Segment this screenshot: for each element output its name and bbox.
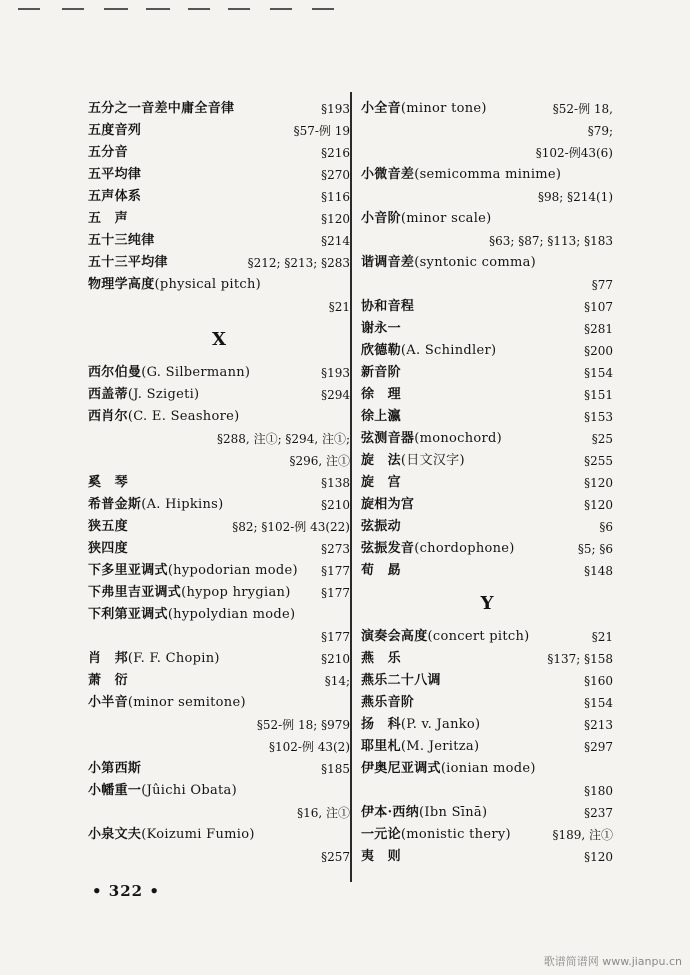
index-column-left <box>88 98 350 868</box>
entry-term <box>88 670 128 692</box>
term-chinese: 演奏会高度 <box>361 629 428 644</box>
entry-reference: §82; §102-例 43(22) <box>232 520 350 534</box>
index-entry <box>88 208 350 230</box>
entry-term <box>361 670 441 692</box>
term-chinese: 弦测音器 <box>361 431 415 446</box>
term-chinese: 西肖尔 <box>88 409 128 424</box>
entry-term <box>361 208 492 230</box>
entry-reference: §153 <box>584 410 613 424</box>
entry-reference: §210 <box>321 498 350 512</box>
index-entry <box>88 142 350 164</box>
term-foreign: (Koizumi Fumio) <box>141 827 255 842</box>
reference-continuation: §52-例 18; §979 <box>256 718 350 732</box>
entry-term <box>88 230 155 252</box>
index-entry <box>88 516 350 538</box>
index-entry <box>361 164 613 186</box>
term-foreign: (P. v. Janko) <box>400 717 481 732</box>
entry-term <box>361 736 479 758</box>
term-chinese: 扬 科 <box>361 717 401 732</box>
index-entry <box>88 472 350 494</box>
index-entry <box>361 208 613 230</box>
index-entry <box>88 670 350 692</box>
entry-term <box>88 604 295 626</box>
entry-reference: §281 <box>584 322 613 336</box>
entry-reference: §151 <box>584 388 613 402</box>
entry-reference: §213 <box>584 718 613 732</box>
index-entry <box>88 384 350 406</box>
top-dash <box>188 8 210 10</box>
term-chinese: 伊奥尼亚调式 <box>361 761 441 776</box>
entry-reference: §177 <box>321 586 350 600</box>
term-chinese: 弦振动 <box>361 519 401 534</box>
entry-reference: §294 <box>321 388 350 402</box>
entry-term <box>88 692 246 714</box>
term-chinese: 荀 勗 <box>361 563 401 578</box>
index-entry <box>361 98 613 120</box>
entry-reference: §6 <box>599 520 613 534</box>
entry-reference: §21 <box>591 630 613 644</box>
entry-reference: §200 <box>584 344 613 358</box>
term-foreign: (hypodorian mode) <box>167 563 298 578</box>
term-foreign: (minor tone) <box>400 101 487 116</box>
entry-reference: §297 <box>584 740 613 754</box>
index-column-right <box>361 98 613 868</box>
entry-reference: §216 <box>321 146 350 160</box>
index-entry <box>361 824 613 846</box>
reference-continuation: §98; §214(1) <box>537 190 613 204</box>
reference-continuation: §257 <box>321 850 350 864</box>
entry-term <box>88 362 250 384</box>
entry-term <box>361 164 561 186</box>
entry-reference: §160 <box>584 674 613 688</box>
term-chinese: 五度音列 <box>88 123 142 138</box>
entry-reference: §120 <box>584 850 613 864</box>
entry-reference: §25 <box>591 432 613 446</box>
term-chinese: 狭四度 <box>88 541 128 556</box>
term-chinese: 燕乐二十八调 <box>361 673 441 688</box>
top-dash <box>62 8 84 10</box>
section-letter: Y <box>480 593 494 614</box>
section-letter: X <box>212 329 226 350</box>
top-dash <box>18 8 40 10</box>
term-foreign: (A. Hipkins) <box>141 497 224 512</box>
term-chinese: 小音阶 <box>361 211 401 226</box>
entry-term <box>361 318 401 340</box>
entry-term <box>88 824 255 846</box>
entry-reference: §148 <box>584 564 613 578</box>
entry-term <box>88 560 298 582</box>
index-entry <box>361 846 613 868</box>
term-foreign: (semicomma minime) <box>414 167 562 182</box>
term-chinese: 奚 琴 <box>88 475 128 490</box>
entry-term <box>88 406 239 428</box>
term-chinese: 旋 宫 <box>361 475 401 490</box>
entry-reference: §120 <box>584 476 613 490</box>
index-entry <box>361 626 613 648</box>
term-chinese: 下多里亚调式 <box>88 563 168 578</box>
term-chinese: 下弗里吉亚调式 <box>88 585 182 600</box>
index-entry <box>88 648 350 670</box>
column-divider <box>350 92 352 882</box>
term-chinese: 协和音程 <box>361 299 415 314</box>
term-foreign: (concert pitch) <box>427 629 530 644</box>
term-chinese: 下利第亚调式 <box>88 607 168 622</box>
term-chinese: 西盖蒂 <box>88 387 128 402</box>
index-entry <box>88 252 350 274</box>
index-entry <box>361 714 613 736</box>
term-chinese: 五十三平均律 <box>88 255 168 270</box>
entry-reference: §237 <box>584 806 613 820</box>
entry-reference: §255 <box>584 454 613 468</box>
term-chinese: 欣德勒 <box>361 343 401 358</box>
entry-reference: §5; §6 <box>577 542 613 556</box>
term-foreign: (G. Silbermann) <box>141 365 251 380</box>
entry-term <box>361 802 487 824</box>
term-chinese: 旋 法 <box>361 453 401 468</box>
term-foreign: (hypolydian mode) <box>167 607 296 622</box>
term-chinese: 五 声 <box>88 211 128 226</box>
entry-term <box>88 648 220 670</box>
reference-continuation: §77 <box>591 278 613 292</box>
entry-term <box>361 428 502 450</box>
entry-term <box>361 648 401 670</box>
term-foreign: (minor scale) <box>400 211 492 226</box>
entry-term <box>88 98 234 120</box>
entry-term <box>361 406 401 428</box>
entry-reference: §137; §158 <box>547 652 613 666</box>
term-chinese: 五十三纯律 <box>88 233 155 248</box>
entry-reference: §120 <box>584 498 613 512</box>
term-chinese: 徐上瀛 <box>361 409 401 424</box>
term-chinese: 五平均律 <box>88 167 142 182</box>
page-number: • 322 • <box>92 882 160 900</box>
entry-reference: §14; <box>324 674 350 688</box>
term-foreign: (A. Schindler) <box>400 343 497 358</box>
index-entry <box>361 362 613 384</box>
term-foreign: (physical pitch) <box>154 277 262 292</box>
term-chinese: 谢永一 <box>361 321 401 336</box>
reference-continuation: §102-例 43(2) <box>268 740 350 754</box>
term-foreign: (J. Szigeti) <box>127 387 200 402</box>
index-entry <box>88 758 350 780</box>
index-entry <box>361 516 613 538</box>
term-chinese: 小第西斯 <box>88 761 142 776</box>
reference-continuation: §63; §87; §113; §183 <box>489 234 613 248</box>
term-chinese: 小微音差 <box>361 167 415 182</box>
entry-term <box>361 626 530 648</box>
reference-continuation: §180 <box>584 784 613 798</box>
index-entry <box>88 362 350 384</box>
term-chinese: 弦振发音 <box>361 541 415 556</box>
index-entry <box>361 318 613 340</box>
entry-reference: §193 <box>321 102 350 116</box>
term-chinese: 小幡重一 <box>88 783 142 798</box>
entry-term <box>88 164 141 186</box>
term-chinese: 希普金斯 <box>88 497 142 512</box>
index-entry <box>88 824 350 846</box>
term-foreign: (monochord) <box>414 431 503 446</box>
term-chinese: 燕乐音阶 <box>361 695 415 710</box>
index-entry <box>88 560 350 582</box>
term-chinese: 狭五度 <box>88 519 128 534</box>
entry-term <box>361 692 414 714</box>
reference-continuation: §16, 注① <box>297 806 350 820</box>
entry-reference: §273 <box>321 542 350 556</box>
term-chinese: 新音阶 <box>361 365 401 380</box>
entry-reference: §270 <box>321 168 350 182</box>
term-chinese: 旋相为宫 <box>361 497 415 512</box>
entry-term <box>361 824 511 846</box>
index-entry <box>361 296 613 318</box>
term-chinese: 肖 邦 <box>88 651 128 666</box>
entry-reference: §210 <box>321 652 350 666</box>
index-entry <box>361 670 613 692</box>
index-entry <box>361 648 613 670</box>
index-entry <box>361 428 613 450</box>
entry-term <box>361 538 515 560</box>
term-chinese: 小半音 <box>88 695 128 710</box>
entry-term <box>361 472 401 494</box>
entry-reference: §138 <box>321 476 350 490</box>
term-chinese: 一元论 <box>361 827 401 842</box>
entry-term <box>361 384 401 406</box>
entry-reference: §57-例 19 <box>293 124 350 138</box>
index-entry <box>361 560 613 582</box>
term-foreign: (Jûichi Obata) <box>141 783 237 798</box>
term-foreign: (C. E. Seashore) <box>127 409 240 424</box>
entry-reference: §116 <box>321 190 350 204</box>
index-entry <box>88 120 350 142</box>
index-entry <box>361 472 613 494</box>
watermark: 歌谱简谱网 www.jianpu.cn <box>543 955 682 968</box>
entry-term <box>88 186 141 208</box>
reference-continuation: §296, 注① <box>289 454 350 468</box>
index-entry <box>361 450 613 472</box>
index-entry <box>361 406 613 428</box>
top-dash <box>228 8 250 10</box>
entry-reference: §52-例 18, <box>552 102 613 116</box>
entry-term <box>361 560 401 582</box>
entry-term <box>88 274 261 296</box>
term-chinese: 燕 乐 <box>361 651 401 666</box>
term-chinese: 物理学高度 <box>88 277 155 292</box>
entry-term <box>361 846 401 868</box>
entry-term <box>361 252 536 274</box>
entry-reference: §154 <box>584 366 613 380</box>
term-chinese: 小全音 <box>361 101 401 116</box>
term-chinese: 夷 则 <box>361 849 401 864</box>
entry-term <box>361 340 496 362</box>
entry-term <box>88 252 168 274</box>
entry-term <box>88 142 128 164</box>
term-foreign: (monistic thery) <box>400 827 511 842</box>
index-entry <box>361 538 613 560</box>
term-chinese: 伊本·西纳 <box>361 805 420 820</box>
entry-reference: §154 <box>584 696 613 710</box>
index-entry <box>88 780 350 802</box>
index-entry <box>88 164 350 186</box>
entry-term <box>88 472 128 494</box>
term-foreign: (minor semitone) <box>127 695 246 710</box>
entry-term <box>88 538 128 560</box>
entry-reference: §214 <box>321 234 350 248</box>
term-chinese: 徐 理 <box>361 387 401 402</box>
term-foreign: (F. F. Chopin) <box>127 651 220 666</box>
entry-term <box>361 296 414 318</box>
term-foreign: (chordophone) <box>414 541 515 556</box>
entry-term <box>88 516 128 538</box>
entry-term <box>88 120 141 142</box>
entry-term <box>361 714 480 736</box>
entry-reference: §189, 注① <box>552 828 613 842</box>
index-entry <box>88 692 350 714</box>
index-entry <box>88 186 350 208</box>
reference-continuation: §79; <box>587 124 613 138</box>
reference-continuation: §102-例43(6) <box>535 146 613 160</box>
reference-continuation: §288, 注①; §294, 注①; <box>217 432 350 446</box>
index-entry <box>361 692 613 714</box>
entry-term <box>88 208 128 230</box>
index-entry <box>361 736 613 758</box>
entry-reference: §107 <box>584 300 613 314</box>
index-entry <box>88 230 350 252</box>
term-chinese: 五分之一音差中庸全音律 <box>88 101 235 116</box>
entry-term <box>361 758 536 780</box>
entry-term <box>88 780 237 802</box>
index-entry <box>88 604 350 626</box>
entry-term <box>88 494 224 516</box>
entry-term <box>88 582 291 604</box>
entry-term <box>361 362 401 384</box>
entry-reference: §177 <box>321 564 350 578</box>
term-foreign: (hypop hrygian) <box>181 585 291 600</box>
term-chinese: 五分音 <box>88 145 128 160</box>
term-foreign: (ionian mode) <box>440 761 536 776</box>
index-entry <box>361 340 613 362</box>
term-chinese: 五声体系 <box>88 189 142 204</box>
index-entry <box>88 494 350 516</box>
top-dash <box>104 8 128 10</box>
reference-continuation: §21 <box>328 300 350 314</box>
entry-term <box>361 450 465 472</box>
index-entry <box>361 758 613 780</box>
term-foreign: (M. Jeritza) <box>400 739 480 754</box>
entry-term <box>361 98 487 120</box>
term-chinese: 西尔伯曼 <box>88 365 142 380</box>
entry-term <box>88 758 141 780</box>
index-entry <box>88 274 350 296</box>
entry-reference: §193 <box>321 366 350 380</box>
index-entry <box>361 252 613 274</box>
entry-reference: §212; §213; §283 <box>247 256 350 270</box>
term-chinese: 小泉文夫 <box>88 827 142 842</box>
index-entry <box>88 98 350 120</box>
entry-term <box>361 516 401 538</box>
entry-term <box>361 494 414 516</box>
entry-reference: §185 <box>321 762 350 776</box>
top-dash <box>146 8 170 10</box>
term-foreign: (syntonic comma) <box>414 255 537 270</box>
term-chinese: 萧 衍 <box>88 673 128 688</box>
top-dash <box>312 8 334 10</box>
term-foreign: (日文汉字) <box>400 453 465 468</box>
entry-reference: §120 <box>321 212 350 226</box>
index-entry <box>88 538 350 560</box>
term-foreign: (Ibn Sīnā) <box>419 805 488 820</box>
entry-term <box>88 384 199 406</box>
top-dash <box>270 8 292 10</box>
index-entry <box>361 802 613 824</box>
index-entry <box>361 384 613 406</box>
index-entry <box>88 582 350 604</box>
term-chinese: 谐调音差 <box>361 255 415 270</box>
reference-continuation: §177 <box>321 630 350 644</box>
index-entry <box>361 494 613 516</box>
index-entry <box>88 406 350 428</box>
term-chinese: 耶里札 <box>361 739 401 754</box>
